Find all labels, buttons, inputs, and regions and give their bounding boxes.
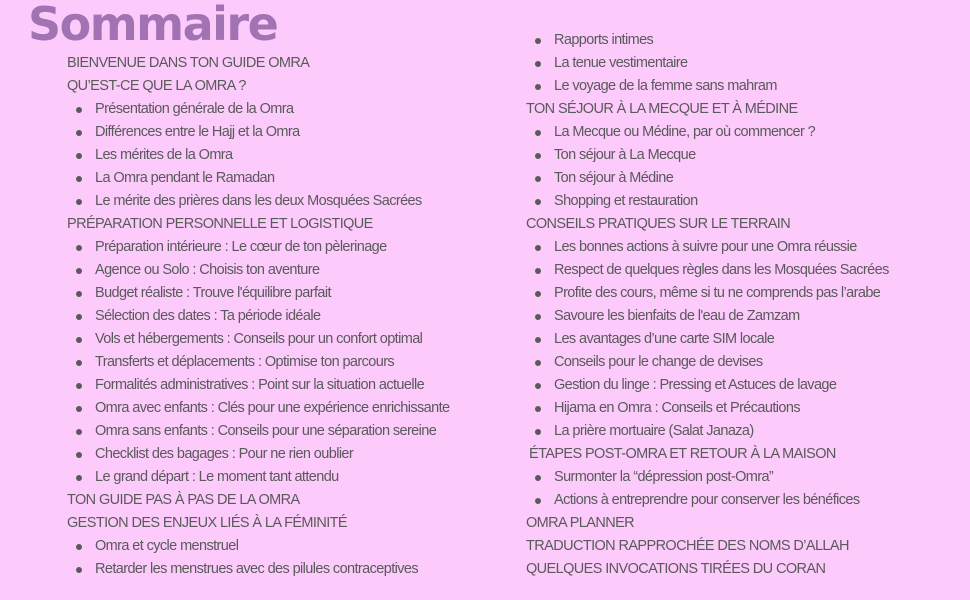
toc-section-heading: ÉTAPES POST-OMRA ET RETOUR À LA MAISON <box>529 446 836 462</box>
toc-item: Profite des cours, même si tu ne comprends pas l’arabe <box>526 282 966 305</box>
toc-item: Présentation générale de la Omra <box>67 98 507 121</box>
toc-item: Savoure les bienfaits de l'eau de Zamzam <box>526 305 966 328</box>
toc-section-heading: TON SÉJOUR À LA MECQUE ET À MÉDINE <box>526 101 798 117</box>
toc-item: La prière mortuaire (Salat Janaza) <box>526 420 966 443</box>
toc-item: Ton séjour à La Mecque <box>526 144 966 167</box>
toc-item: Le voyage de la femme sans mahram <box>526 75 966 98</box>
toc-item: Actions à entreprendre pour conserver les bénéfices <box>526 489 966 512</box>
toc-item: Le mérite des prières dans les deux Mosquées Sacrées <box>67 190 507 213</box>
toc-item: Omra sans enfants : Conseils pour une séparation sereine <box>67 420 507 443</box>
toc-item: Sélection des dates : Ta période idéale <box>67 305 507 328</box>
toc-item: Conseils pour le change de devises <box>526 351 966 374</box>
toc-item: Ton séjour à Médine <box>526 167 966 190</box>
toc-item: La Omra pendant le Ramadan <box>67 167 507 190</box>
toc-section-heading: TRADUCTION RAPPROCHÉE DES NOMS D’ALLAH <box>526 538 849 554</box>
toc-item: Omra avec enfants : Clés pour une expérience enrichissante <box>67 397 507 420</box>
toc-section-heading: GESTION DES ENJEUX LIÉS À LA FÉMINITÉ <box>67 515 347 531</box>
toc-item: Formalités administratives : Point sur la situation actuelle <box>67 374 507 397</box>
toc-item: Les bonnes actions à suivre pour une Omra réussie <box>526 236 966 259</box>
toc-section-heading: CONSEILS PRATIQUES SUR LE TERRAIN <box>526 216 791 232</box>
toc-item: Hijama en Omra : Conseils et Précautions <box>526 397 966 420</box>
toc-item: Transferts et déplacements : Optimise ton parcours <box>67 351 507 374</box>
toc-item: Surmonter la “dépression post-Omra” <box>526 466 966 489</box>
toc-item: Retarder les menstrues avec des pilules contraceptives <box>67 558 507 581</box>
toc-section-heading: TON GUIDE PAS À PAS DE LA OMRA <box>67 492 300 508</box>
toc-item: Différences entre le Hajj et la Omra <box>67 121 507 144</box>
toc-left-column <box>67 52 507 581</box>
toc-item: Respect de quelques règles dans les Mosquées Sacrées <box>526 259 966 282</box>
toc-item: Checklist des bagages : Pour ne rien oublier <box>67 443 507 466</box>
toc-section-heading: OMRA PLANNER <box>526 515 635 531</box>
toc-section-heading: BIENVENUE DANS TON GUIDE OMRA <box>67 55 310 71</box>
toc-section-heading: PRÉPARATION PERSONNELLE ET LOGISTIQUE <box>67 216 373 232</box>
toc-item: Le grand départ : Le moment tant attendu <box>67 466 507 489</box>
toc-item: Les mérites de la Omra <box>67 144 507 167</box>
toc-item: La tenue vestimentaire <box>526 52 966 75</box>
toc-item: Agence ou Solo : Choisis ton aventure <box>67 259 507 282</box>
toc-item: Les avantages d’une carte SIM locale <box>526 328 966 351</box>
toc-item: Omra et cycle menstruel <box>67 535 507 558</box>
toc-item: Budget réaliste : Trouve l'équilibre parfait <box>67 282 507 305</box>
toc-item: Gestion du linge : Pressing et Astuces de lavage <box>526 374 966 397</box>
toc-item: Vols et hébergements : Conseils pour un confort optimal <box>67 328 507 351</box>
toc-item: Préparation intérieure : Le cœur de ton pèlerinage <box>67 236 507 259</box>
toc-right-column <box>526 29 966 581</box>
toc-section-heading: QU’EST-CE QUE LA OMRA ? <box>67 78 246 94</box>
toc-item: Shopping et restauration <box>526 190 966 213</box>
toc-item: Rapports intimes <box>526 29 966 52</box>
toc-section-heading: QUELQUES INVOCATIONS TIRÉES DU CORAN <box>526 561 826 577</box>
page-title: Sommaire <box>28 0 278 51</box>
toc-item: La Mecque ou Médine, par où commencer ? <box>526 121 966 144</box>
